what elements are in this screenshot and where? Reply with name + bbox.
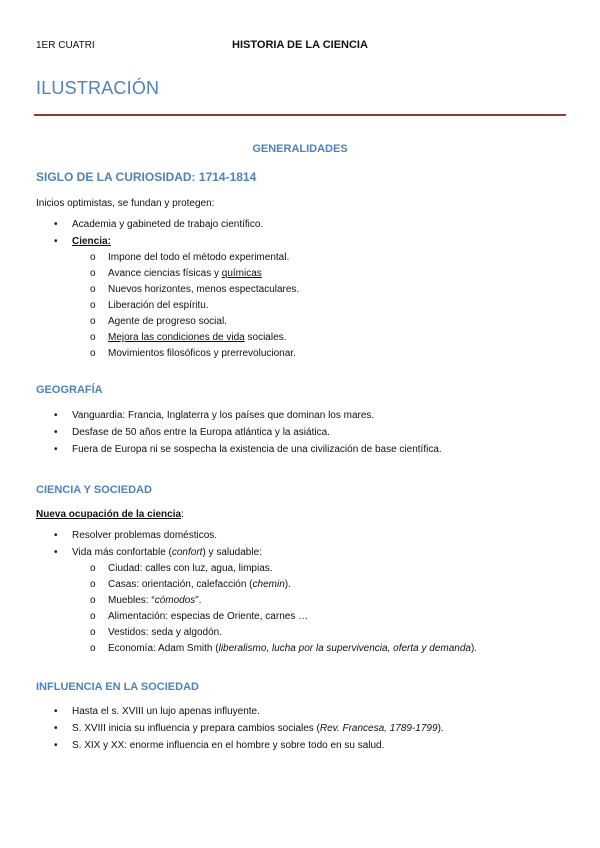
sub-bullet-icon: o [90,595,96,606]
cs-sub-2 [108,579,291,590]
ciencia-sociedad-item-1: Resolver problemas domésticos. [72,530,218,541]
generalidades-heading: GENERALIDADES [252,143,348,155]
siglo-intro: Inicios optimistas, se fundan y protegen: [36,198,215,209]
ciencia-sociedad-intro [36,509,184,520]
sub-bullet-icon: o [90,563,96,574]
cs-item-2-c: ) y saludable: [202,547,262,558]
header-title: HISTORIA DE LA CIENCIA [232,39,368,51]
cs-sub-3-c: ”. [195,595,202,606]
cs-sub-2-a: Casas: orientación, calefacción ( [108,579,253,590]
sub-bullet-icon: o [90,643,96,654]
bullet-icon: • [54,740,58,751]
cs-sub-2-italic: chemin [252,579,285,590]
sub-bullet-icon: o [90,268,96,279]
siglo-sub-7: Movimientos filosóficos y prerrevolucionar. [108,348,296,359]
bullet-icon: • [54,547,58,558]
cs-sub-2-c: ). [284,579,291,590]
sub-bullet-icon: o [90,627,96,638]
cs-sub-6-a: Economía: Adam Smith ( [108,643,219,654]
bullet-icon: • [54,236,58,247]
siglo-sub-6-text: sociales. [244,332,287,343]
cs-sub-6-italic: liberalismo, lucha por la supervivencia, oferta y demanda [218,643,471,654]
influencia-item-3: S. XIX y XX: enorme influencia en el hombre y sobre todo en su salud. [72,740,385,751]
bullet-icon: • [54,410,58,421]
sub-bullet-icon: o [90,579,96,590]
bullet-icon: • [54,530,58,541]
siglo-sub-4: Liberación del espíritu. [108,300,209,311]
bullet-icon: • [54,219,58,230]
sub-bullet-icon: o [90,300,96,311]
siglo-sub-6 [108,332,286,343]
siglo-sub-2-text: Avance ciencias físicas y [108,268,222,279]
influencia-heading: INFLUENCIA EN LA SOCIEDAD [36,681,199,693]
geografia-item-1: Vanguardia: Francia, Inglaterra y los países que dominan los mares. [72,410,375,421]
siglo-sub-2-underlined: químicas [221,268,262,279]
siglo-item-2: Ciencia: [72,236,111,247]
cs-sub-6 [108,643,477,654]
ciencia-sociedad-intro-rest: : [181,509,184,520]
siglo-item-1: Academia y gabineted de trabajo científico. [72,219,264,230]
siglo-sub-6-underlined: Mejora las condiciones de vida [108,332,245,343]
cs-item-2-italic: confort [171,547,203,558]
sub-bullet-icon: o [90,316,96,327]
cs-sub-5: Vestidos: seda y algodón. [108,627,222,638]
siglo-sub-1: Impone del todo el método experimental. [108,252,290,263]
cs-sub-6-c: ). [470,643,478,654]
sub-bullet-icon: o [90,332,96,343]
siglo-sub-3: Nuevos horizontes, menos espectaculares. [108,284,300,295]
sub-bullet-icon: o [90,348,96,359]
ciencia-sociedad-intro-bold: Nueva ocupación de la ciencia [36,509,182,520]
influencia-item-2 [72,723,444,734]
cs-sub-4: Alimentación: especias de Oriente, carnes … [108,611,309,622]
sub-bullet-icon: o [90,284,96,295]
cs-item-2-a: Vida más confortable ( [72,547,172,558]
cs-sub-3-italic: cómodos [154,595,196,606]
geografia-heading: GEOGRAFÍA [36,384,103,396]
geografia-item-3: Fuera de Europa ni se sospecha la existencia de una civilización de base científica. [72,444,442,455]
cs-sub-3-a: Muebles: “ [108,595,155,606]
siglo-sub-5: Agente de progreso social. [108,316,227,327]
ciencia-sociedad-heading: CIENCIA Y SOCIEDAD [36,484,152,496]
bullet-icon: • [54,723,58,734]
bullet-icon: • [54,706,58,717]
bullet-icon: • [54,444,58,455]
siglo-sub-2 [108,268,262,279]
sub-bullet-icon: o [90,252,96,263]
title-rule [34,114,566,116]
cs-sub-1: Ciudad: calles con luz, agua, limpias. [108,563,273,574]
bullet-icon: • [54,427,58,438]
sub-bullet-icon: o [90,611,96,622]
siglo-heading: SIGLO DE LA CURIOSIDAD: 1714-1814 [36,170,257,184]
cs-sub-3 [108,595,201,606]
inf-item-2-a: S. XVIII inicia su influencia y prepara cambios sociales ( [72,723,320,734]
inf-item-2-c: ). [437,723,444,734]
ciencia-sociedad-item-2 [72,547,262,558]
influencia-item-1: Hasta el s. XVIII un lujo apenas influyente. [72,706,260,717]
header-left: 1ER CUATRI [36,40,95,51]
inf-item-2-italic: Rev. Francesa, 1789-1799 [319,723,438,734]
page-title: ILUSTRACIÓN [36,78,160,98]
geografia-item-2: Desfase de 50 años entre la Europa atlántica y la asiática. [72,427,330,438]
